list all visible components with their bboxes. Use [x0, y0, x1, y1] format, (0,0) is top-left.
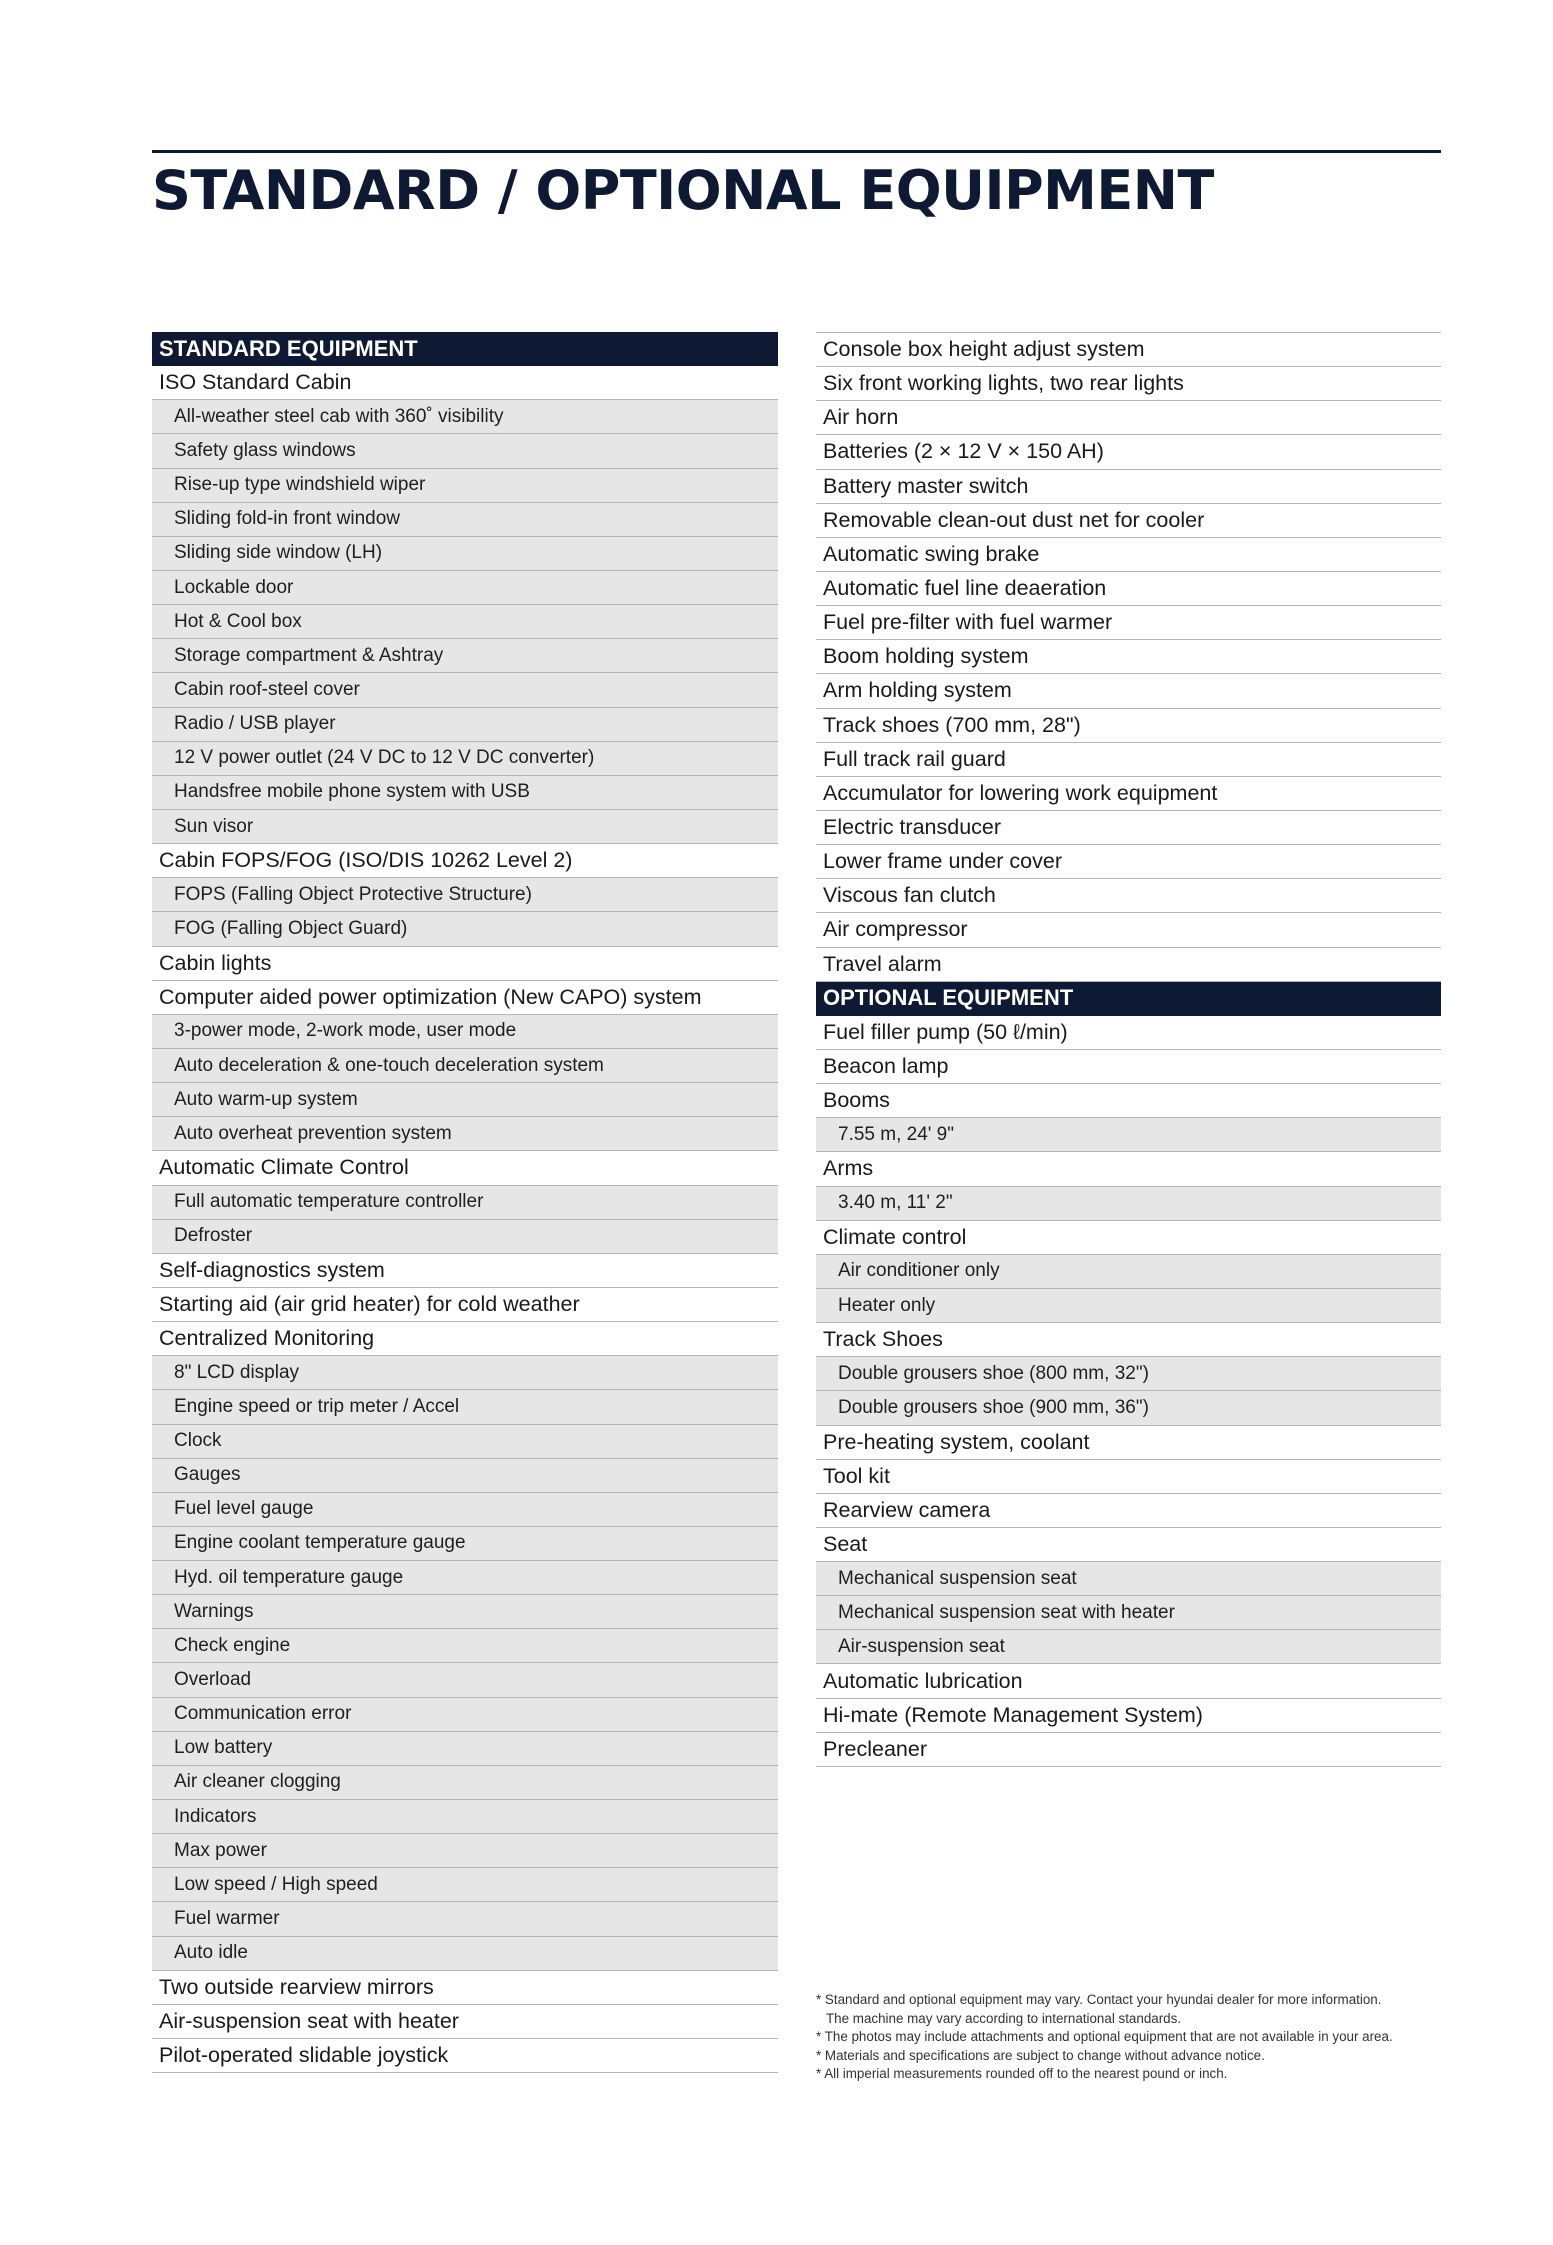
equipment-item-computer-aided-power-optimization-new-ca: Computer aided power optimization (New CAPO) system	[152, 981, 778, 1015]
equipment-subitem-3-40-m-11-2: 3.40 m, 11' 2"	[816, 1187, 1441, 1221]
equipment-subitem-hyd-oil-temperature-gauge: Hyd. oil temperature gauge	[152, 1561, 778, 1595]
equipment-subitem-rise-up-type-windshield-wiper: Rise-up type windshield wiper	[152, 469, 778, 503]
equipment-subitem-gauges: Gauges	[152, 1459, 778, 1493]
equipment-subitem-air-conditioner-only: Air conditioner only	[816, 1255, 1441, 1289]
equipment-subitem-mechanical-suspension-seat-with-heater: Mechanical suspension seat with heater	[816, 1596, 1441, 1630]
equipment-item-arms: Arms	[816, 1152, 1441, 1186]
equipment-item-removable-clean-out-dust-net-for-cooler: Removable clean-out dust net for cooler	[816, 504, 1441, 538]
equipment-subitem-sliding-side-window-lh: Sliding side window (LH)	[152, 537, 778, 571]
equipment-subitem-air-suspension-seat: Air-suspension seat	[816, 1630, 1441, 1664]
equipment-item-batteries-2-12-v-150-ah: Batteries (2 × 12 V × 150 AH)	[816, 435, 1441, 469]
equipment-item-automatic-fuel-line-deaeration: Automatic fuel line deaeration	[816, 572, 1441, 606]
equipment-subitem-storage-compartment-ashtray: Storage compartment & Ashtray	[152, 639, 778, 673]
footnote-line: * The photos may include attachments and optional equipment that are not available in your area.	[816, 2029, 1393, 2044]
equipment-subitem-full-automatic-temperature-controller: Full automatic temperature controller	[152, 1186, 778, 1220]
equipment-subitem-fuel-level-gauge: Fuel level gauge	[152, 1493, 778, 1527]
equipment-item-lower-frame-under-cover: Lower frame under cover	[816, 845, 1441, 879]
equipment-item-starting-aid-air-grid-heater-for-cold-we: Starting aid (air grid heater) for cold weather	[152, 1288, 778, 1322]
equipment-subitem-engine-coolant-temperature-gauge: Engine coolant temperature gauge	[152, 1527, 778, 1561]
equipment-subitem-double-grousers-shoe-800-mm-32: Double grousers shoe (800 mm, 32")	[816, 1357, 1441, 1391]
equipment-item-boom-holding-system: Boom holding system	[816, 640, 1441, 674]
equipment-item-automatic-lubrication: Automatic lubrication	[816, 1664, 1441, 1698]
equipment-item-tool-kit: Tool kit	[816, 1460, 1441, 1494]
equipment-item-arm-holding-system: Arm holding system	[816, 674, 1441, 708]
equipment-item-six-front-working-lights-two-rear-lights: Six front working lights, two rear lights	[816, 367, 1441, 401]
equipment-item-travel-alarm: Travel alarm	[816, 948, 1441, 982]
equipment-subitem-12-v-power-outlet-24-v-dc-to-12-v-dc-con: 12 V power outlet (24 V DC to 12 V DC converter)	[152, 742, 778, 776]
equipment-subitem-mechanical-suspension-seat: Mechanical suspension seat	[816, 1562, 1441, 1596]
equipment-subitem-warnings: Warnings	[152, 1595, 778, 1629]
footnote-line: * Materials and specifications are subject to change without advance notice.	[816, 2047, 1265, 2063]
equipment-subitem-defroster: Defroster	[152, 1220, 778, 1254]
equipment-item-self-diagnostics-system: Self-diagnostics system	[152, 1254, 778, 1288]
equipment-subitem-3-power-mode-2-work-mode-user-mode: 3-power mode, 2-work mode, user mode	[152, 1015, 778, 1049]
equipment-item-air-horn: Air horn	[816, 401, 1441, 435]
equipment-item-centralized-monitoring: Centralized Monitoring	[152, 1322, 778, 1356]
equipment-item-fuel-filler-pump-50-min: Fuel filler pump (50 ℓ/min)	[816, 1016, 1441, 1050]
equipment-subitem-auto-warm-up-system: Auto warm-up system	[152, 1083, 778, 1117]
equipment-item-cabin-fops-fog-iso-dis-10262-level-2: Cabin FOPS/FOG (ISO/DIS 10262 Level 2)	[152, 844, 778, 878]
equipment-item-precleaner: Precleaner	[816, 1733, 1441, 1767]
section-header-standard-equipment: STANDARD EQUIPMENT	[152, 332, 778, 366]
equipment-item-air-compressor: Air compressor	[816, 913, 1441, 947]
equipment-subitem-safety-glass-windows: Safety glass windows	[152, 434, 778, 468]
equipment-item-seat: Seat	[816, 1528, 1441, 1562]
equipment-subitem-radio-usb-player: Radio / USB player	[152, 708, 778, 742]
equipment-subitem-indicators: Indicators	[152, 1800, 778, 1834]
equipment-subitem-hot-cool-box: Hot & Cool box	[152, 605, 778, 639]
equipment-item-pre-heating-system-coolant: Pre-heating system, coolant	[816, 1426, 1441, 1460]
equipment-item-booms: Booms	[816, 1084, 1441, 1118]
equipment-subitem-7-55-m-24-9: 7.55 m, 24' 9"	[816, 1118, 1441, 1152]
equipment-item-fuel-pre-filter-with-fuel-warmer: Fuel pre-filter with fuel warmer	[816, 606, 1441, 640]
equipment-subitem-double-grousers-shoe-900-mm-36: Double grousers shoe (900 mm, 36")	[816, 1391, 1441, 1425]
equipment-subitem-max-power: Max power	[152, 1834, 778, 1868]
footnotes	[816, 1991, 1456, 2084]
equipment-item-cabin-lights: Cabin lights	[152, 947, 778, 981]
equipment-item-console-box-height-adjust-system: Console box height adjust system	[816, 333, 1441, 367]
equipment-subitem-communication-error: Communication error	[152, 1698, 778, 1732]
equipment-subitem-all-weather-steel-cab-with-360-visibilit: All-weather steel cab with 360˚ visibility	[152, 400, 778, 434]
title-rule	[152, 150, 1441, 153]
equipment-subitem-heater-only: Heater only	[816, 1289, 1441, 1323]
equipment-item-automatic-climate-control: Automatic Climate Control	[152, 1151, 778, 1185]
equipment-subitem-cabin-roof-steel-cover: Cabin roof-steel cover	[152, 673, 778, 707]
equipment-item-full-track-rail-guard: Full track rail guard	[816, 743, 1441, 777]
equipment-subitem-fog-falling-object-guard: FOG (Falling Object Guard)	[152, 912, 778, 946]
equipment-item-pilot-operated-slidable-joystick: Pilot-operated slidable joystick	[152, 2039, 778, 2073]
equipment-item-electric-transducer: Electric transducer	[816, 811, 1441, 845]
equipment-item-rearview-camera: Rearview camera	[816, 1494, 1441, 1528]
equipment-item-air-suspension-seat-with-heater: Air-suspension seat with heater	[152, 2005, 778, 2039]
footnote-line: * All imperial measurements rounded off to the nearest pound or inch.	[816, 2066, 1228, 2081]
equipment-item-battery-master-switch: Battery master switch	[816, 470, 1441, 504]
equipment-item-climate-control: Climate control	[816, 1221, 1441, 1255]
equipment-subitem-fops-falling-object-protective-structure: FOPS (Falling Object Protective Structure)	[152, 878, 778, 912]
equipment-subitem-engine-speed-or-trip-meter-accel: Engine speed or trip meter / Accel	[152, 1390, 778, 1424]
equipment-item-track-shoes: Track Shoes	[816, 1323, 1441, 1357]
equipment-subitem-fuel-warmer: Fuel warmer	[152, 1902, 778, 1936]
equipment-subitem-overload: Overload	[152, 1663, 778, 1697]
equipment-item-hi-mate-remote-management-system: Hi-mate (Remote Management System)	[816, 1699, 1441, 1733]
section-header-optional-equipment: OPTIONAL EQUIPMENT	[816, 982, 1441, 1016]
equipment-subitem-sun-visor: Sun visor	[152, 810, 778, 844]
equipment-subitem-lockable-door: Lockable door	[152, 571, 778, 605]
equipment-item-accumulator-for-lowering-work-equipment: Accumulator for lowering work equipment	[816, 777, 1441, 811]
equipment-item-iso-standard-cabin: ISO Standard Cabin	[152, 366, 778, 400]
equipment-subitem-auto-idle: Auto idle	[152, 1937, 778, 1971]
equipment-subitem-8-lcd-display: 8" LCD display	[152, 1356, 778, 1390]
equipment-subitem-handsfree-mobile-phone-system-with-usb: Handsfree mobile phone system with USB	[152, 776, 778, 810]
equipment-subitem-low-speed-high-speed: Low speed / High speed	[152, 1868, 778, 1902]
equipment-continuation-column	[816, 332, 1441, 1767]
equipment-subitem-check-engine: Check engine	[152, 1629, 778, 1663]
equipment-item-automatic-swing-brake: Automatic swing brake	[816, 538, 1441, 572]
footnote-line: The machine may vary according to international standards.	[826, 2010, 1182, 2026]
equipment-subitem-auto-deceleration-one-touch-deceleration: Auto deceleration & one-touch deceleration system	[152, 1049, 778, 1083]
equipment-subitem-low-battery: Low battery	[152, 1732, 778, 1766]
footnote-line: * Standard and optional equipment may vary. Contact your hyundai dealer for more information.	[816, 1992, 1382, 2007]
page-title: STANDARD / OPTIONAL EQUIPMENT	[152, 159, 1214, 222]
equipment-item-track-shoes-700-mm-28: Track shoes (700 mm, 28")	[816, 709, 1441, 743]
equipment-subitem-clock: Clock	[152, 1425, 778, 1459]
equipment-item-two-outside-rearview-mirrors: Two outside rearview mirrors	[152, 1971, 778, 2005]
equipment-subitem-sliding-fold-in-front-window: Sliding fold-in front window	[152, 503, 778, 537]
equipment-item-beacon-lamp: Beacon lamp	[816, 1050, 1441, 1084]
standard-equipment-column	[152, 332, 778, 2073]
equipment-item-viscous-fan-clutch: Viscous fan clutch	[816, 879, 1441, 913]
equipment-subitem-air-cleaner-clogging: Air cleaner clogging	[152, 1766, 778, 1800]
equipment-subitem-auto-overheat-prevention-system: Auto overheat prevention system	[152, 1117, 778, 1151]
